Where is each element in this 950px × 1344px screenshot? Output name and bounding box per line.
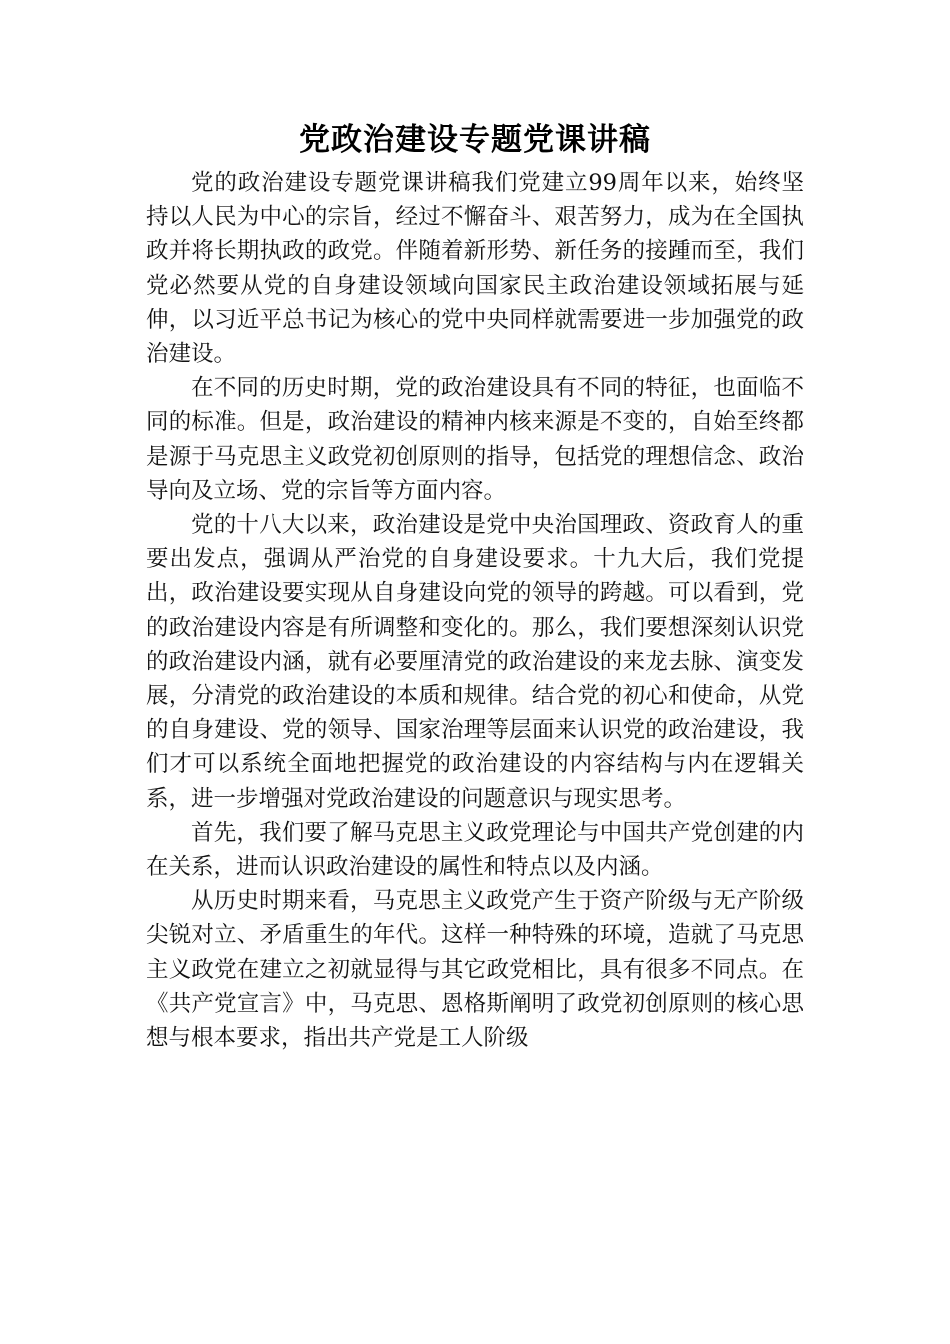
document-body bbox=[146, 166, 804, 1055]
paragraph: 在不同的历史时期，党的政治建设具有不同的特征，也面临不同的标准。但是，政治建设的精神内核来源是不变的，自始至终都是源于马克思主义政党初创原则的指导，包括党的理想信念、政治导向及立场、党的宗旨等方面内容。 bbox=[146, 375, 804, 504]
paragraph: 从历史时期来看，马克思主义政党产生于资产阶级与无产阶级尖锐对立、矛盾重生的年代。这样一种特殊的环境，造就了马克思主义政党在建立之初就显得与其它政党相比，具有很多不同点。在《共产党宣言》中，马克思、恩格斯阐明了政党初创原则的核心思想与根本要求，指出共产党是工人阶级 bbox=[146, 888, 804, 1052]
document-title: 党政治建设专题党课讲稿 bbox=[299, 122, 651, 158]
paragraph: 党的十八大以来，政治建设是党中央治国理政、资政育人的重要出发点，强调从严治党的自身建设要求。十九大后，我们党提出，政治建设要实现从自身建设向党的领导的跨越。可以看到，党的政治建设内容是有所调整和变化的。那么，我们要想深刻认识党的政治建设内涵，就有必要厘清党的政治建设的来龙去脉、演变发展，分清党的政治建设的本质和规律。结合党的初心和使命，从党的自身建设、党的领导、国家治理等层面来认识党的政治建设，我们才可以系统全面地把握党的政治建设的内容结构与内在逻辑关系，进一步增强对党政治建设的问题意识与现实思考。 bbox=[146, 512, 804, 812]
paragraph: 首先，我们要了解马克思主义政党理论与中国共产党创建的内在关系，进而认识政治建设的属性和特点以及内涵。 bbox=[146, 819, 804, 881]
paragraph: 党的政治建设专题党课讲稿我们党建立99周年以来，始终坚持以人民为中心的宗旨，经过不懈奋斗、艰苦努力，成为在全国执政并将长期执政的政党。伴随着新形势、新任务的接踵而至，我们党必然要从党的自身建设领域向国家民主政治建设领域拓展与延伸，以习近平总书记为核心的党中央同样就需要进一步加强党的政治建设。 bbox=[146, 170, 804, 368]
